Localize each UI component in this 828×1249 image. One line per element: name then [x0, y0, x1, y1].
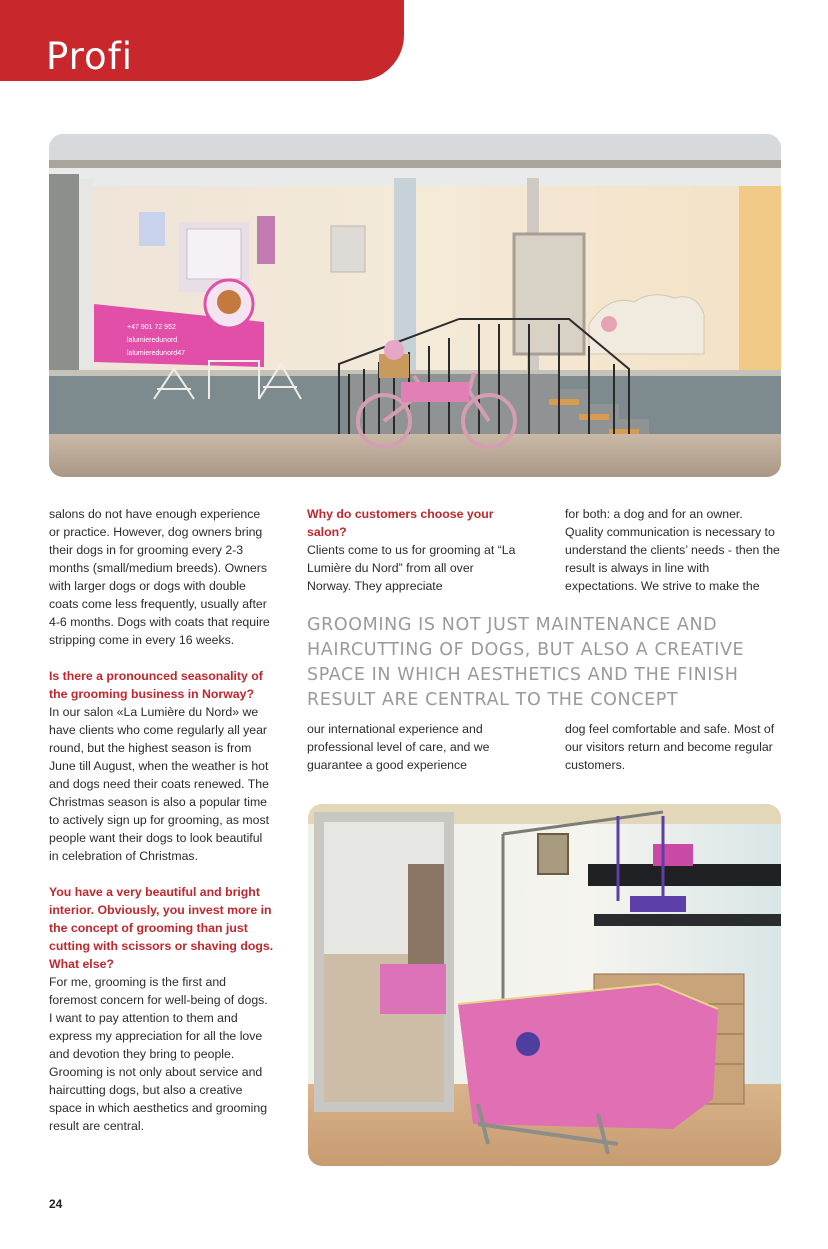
page-number: 24 — [49, 1197, 63, 1211]
paragraph: dog feel comfortable and safe. Most of our visitors return and become regular customers. — [565, 722, 775, 772]
question-heading: Why do customers choose your salon? — [307, 507, 494, 539]
header-tab — [0, 0, 404, 81]
text-column-2 — [307, 505, 517, 595]
paragraph: our international experience and professional level of care, and we guarantee a good experience — [307, 722, 490, 772]
paragraph: For me, grooming is the first and foremost concern for well-being of dogs. I want to pay attention to them and express my appreciation for all the love and devotion they bring to people. Grooming is not only about service and haircutting dogs, but also a creative space in which aesthetics and grooming result are central. — [49, 975, 268, 1133]
sign-phone: +47 901 72 952 — [127, 324, 176, 331]
paragraph: In our salon «La Lumière du Nord» we have clients who come regularly all year round, but the highest season is from June till August, when the weather is hot and dogs need their coats renewed. The Christmas season is also a popular time to actively sign up for grooming, as most people want their dogs to look beautiful in celebration of Christmas. — [49, 705, 270, 863]
paragraph: for both: a dog and for an owner. Quality communication is necessary to understand the clients’ needs - then the result is always in line with expectations. We strive to make the — [565, 507, 780, 593]
pull-quote: GROOMING IS NOT JUST MAINTENANCE AND HAIRCUTTING OF DOGS, BUT ALSO A CREATIVE SPACE IN WHICH AESTHETICS AND THE FINISH RESULT ARE CENTRAL TO THE CONCEPT — [307, 615, 745, 710]
text-column-3 — [565, 505, 780, 595]
question-heading: You have a very beautiful and bright interior. Obviously, you invest more in the concept of grooming than just cutting with scissors or shaving dogs. What else? — [49, 885, 274, 971]
section-title: Profi — [46, 35, 134, 78]
question-heading: Is there a pronounced seasonality of the grooming business in Norway? — [49, 669, 263, 701]
grooming-room-photo — [308, 804, 781, 1166]
text-column-3-continued — [565, 720, 780, 774]
text-column-1 — [49, 505, 274, 1135]
sign-facebook: lalumieredunord47 — [127, 350, 185, 357]
salon-storefront-photo — [49, 134, 781, 477]
paragraph: Clients come to us for grooming at “La Lumière du Nord” from all over Norway. They appreciate — [307, 543, 516, 593]
text-column-2-continued — [307, 720, 517, 774]
paragraph: salons do not have enough experience or practice. However, dog owners bring their dogs in for grooming every 2-3 months (small/medium breeds). Owners with larger dogs or dogs with double coats come less frequently, usually after 4-6 months. Dogs with coats that require stripping come in every 16 weeks. — [49, 507, 270, 647]
sign-instagram: lalumieredunord — [127, 337, 178, 344]
